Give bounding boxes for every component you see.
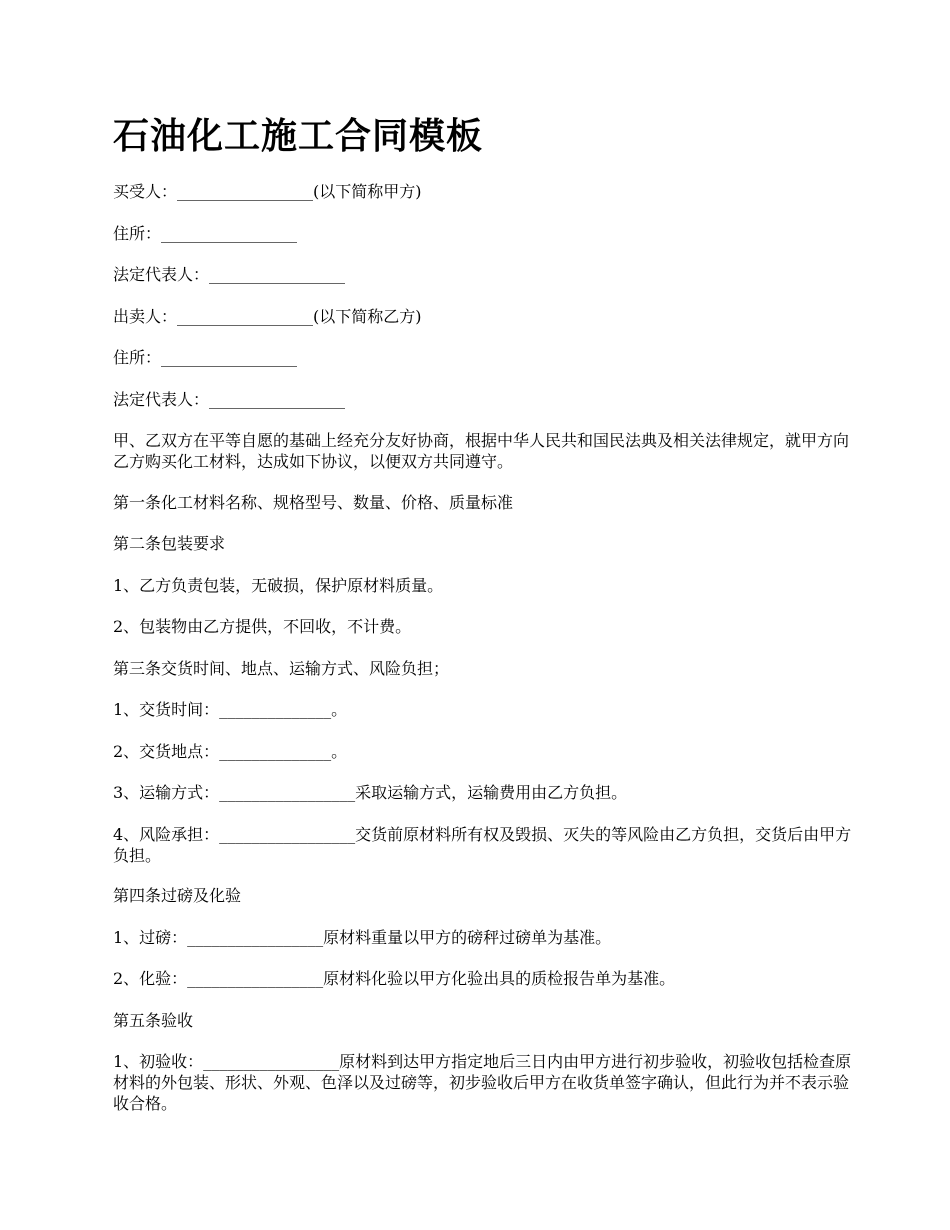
article-4-heading: 第四条过磅及化验 [113, 886, 242, 905]
document-body [113, 181, 853, 1134]
article-2-heading: 第二条包装要求 [113, 534, 226, 553]
article-5-item-1: 1、初验收：_________________原材料到达甲方指定地后三日内由甲方进行初步验收，初验收包括检查原材料的外包装、形状、外观、色泽以及过磅等，初步验收后甲方在收货单签字确认，但此行为并不表示验收合格。 [113, 1052, 852, 1113]
article-4-item-2: 2、化验：_________________原材料化验以甲方化验出具的质检报告单为基准。 [113, 969, 676, 988]
document-title: 石油化工施工合同模板 [113, 115, 484, 157]
article-4-item-1: 1、过磅：_________________原材料重量以甲方的磅秤过磅单为基准。 [113, 927, 612, 947]
article-3-item-3: 3、运输方式：_________________采取运输方式，运输费用由乙方负担。 [113, 783, 628, 802]
article-1-heading: 第一条化工材料名称、规格型号、数量、价格、质量标准 [113, 492, 514, 512]
article-3-item-2: 2、交货地点：______________。 [113, 741, 348, 761]
article-3-item-1: 1、交货时间：______________。 [113, 700, 348, 719]
article-5-heading: 第五条验收 [113, 1010, 194, 1030]
buyer-address-line: 住所：_________________ [113, 223, 298, 243]
seller-representative-line: 法定代表人：_________________ [113, 389, 346, 409]
article-3-item-4: 4、风险承担：_________________交货前原材料所有权及毁损、灭失的等风险由乙方负担，交货后由甲方负担。 [113, 824, 852, 865]
article-3-heading: 第三条交货时间、地点、运输方式、风险负担； [113, 658, 450, 678]
preamble-paragraph: 甲、乙双方在平等自愿的基础上经充分友好协商，根据中华人民共和国民法典及相关法律规定，就甲方向乙方购买化工材料，达成如下协议，以便双方共同遵守。 [113, 431, 850, 471]
article-2-item-2: 2、包装物由乙方提供，不回收，不计费。 [113, 617, 412, 636]
seller-address-line: 住所：_________________ [113, 348, 298, 367]
buyer-line: 买受人：_________________(以下简称甲方) [113, 182, 422, 201]
buyer-representative-line: 法定代表人：_________________ [113, 265, 346, 284]
article-2-item-1: 1、乙方负责包装，无破损，保护原材料质量。 [113, 575, 444, 595]
seller-line: 出卖人：_________________(以下简称乙方) [113, 306, 422, 326]
